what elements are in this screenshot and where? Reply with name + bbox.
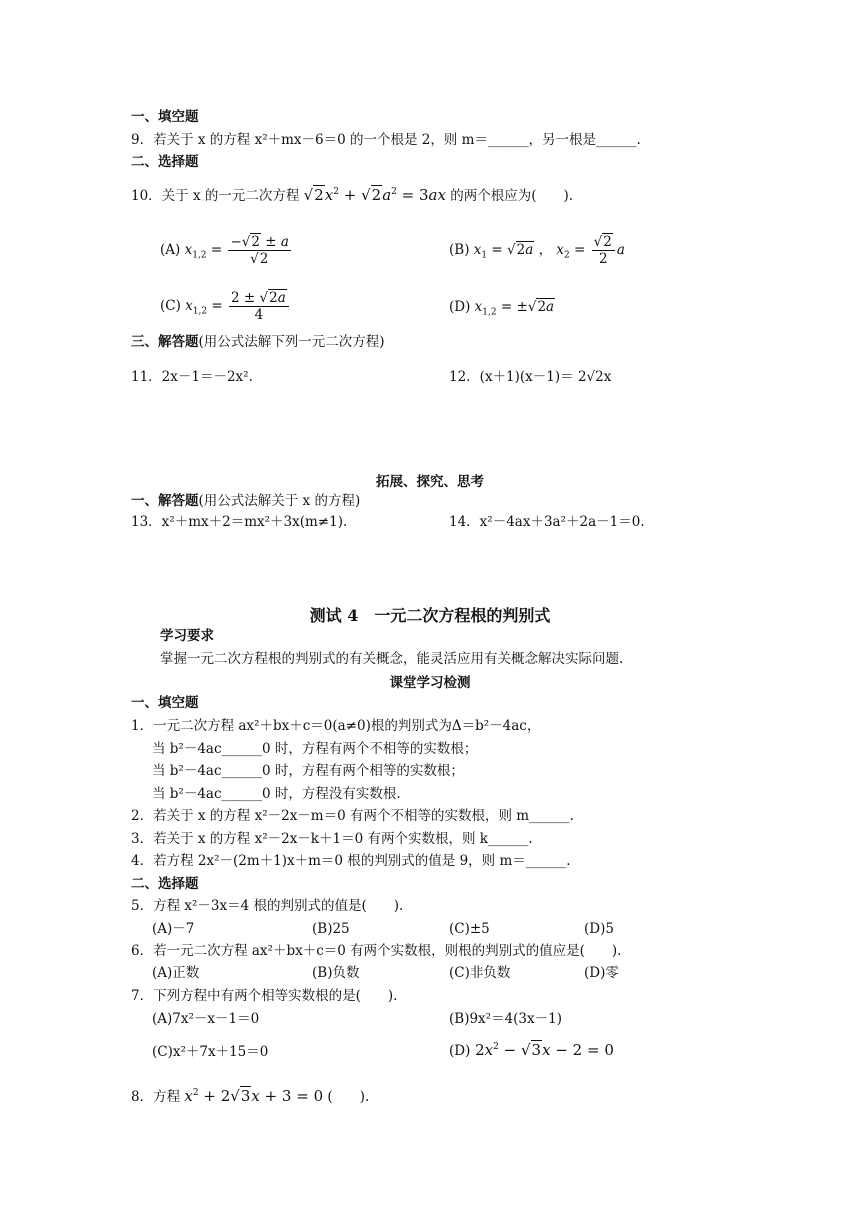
- q5-option-d: (D)5: [584, 921, 614, 937]
- q10-option-a: (A) $x_{1,2}$ = $\frac{-√2 \pm a}{√2}$: [160, 234, 289, 267]
- test4-question-2: 2．若关于 x 的方程 x²－2x－m＝0 有两个不相等的实数根，则 m______.: [131, 808, 574, 824]
- q10-stem: 10．关于 x 的一元二次方程: [131, 188, 300, 204]
- extension-section-title: 一、解答题(用公式法解关于 x 的方程): [131, 493, 361, 509]
- q7-option-a: (A)7x²－x－1＝0: [152, 1011, 260, 1027]
- test4-choice-title: 二、选择题: [131, 876, 199, 892]
- test4-question-7: 7．下列方程中有两个相等实数根的是( ).: [131, 988, 398, 1004]
- q10-tail: 的两个根应为( ).: [450, 188, 574, 204]
- test4-fill-title: 一、填空题: [131, 695, 199, 711]
- test4-q1-case-c: 当 b²－4ac______0 时，方程没有实数根.: [152, 786, 401, 802]
- question-14: 14．x²－4ax＋3a²＋2a－1＝0.: [449, 514, 645, 530]
- q6-option-a: (A)正数: [152, 965, 200, 981]
- section-title-fill: 一、填空题: [131, 109, 199, 125]
- test4-question-8: 8．方程 $x^2 + 2√3x + 3 = 0$ ( ).: [131, 1087, 370, 1105]
- q10-option-b: (B) $x_1 = √2a$ ， $x_2$ = $\frac{√2}{2}$ a: [449, 234, 625, 267]
- test4-q1-case-a: 当 b²－4ac______0 时，方程有两个不相等的实数根；: [152, 741, 478, 757]
- q6-option-b: (B)负数: [312, 965, 360, 981]
- q7-option-d: (D) $2x^2 - √3x - 2 = 0$: [449, 1041, 614, 1059]
- question-13: 13．x²＋mx＋2＝mx²＋3x(m≠1).: [131, 514, 348, 530]
- q10-equation: $√2x^2 + √2a^2 = 3ax$: [303, 186, 446, 204]
- q6-option-d: (D)零: [584, 965, 619, 981]
- test4-question-6: 6．若一元二次方程 ax²＋bx＋c＝0 有两个实数根，则根的判别式的值应是( ).: [131, 943, 622, 959]
- q6-option-c: (C)非负数: [449, 965, 511, 981]
- test4-question-4: 4．若方程 2x²－(2m＋1)x＋m＝0 根的判别式的值是 9，则 m＝______.: [131, 853, 571, 869]
- test4-q1-case-b: 当 b²－4ac______0 时，方程有两个相等的实数根；: [152, 763, 464, 779]
- q7-option-b: (B)9x²＝4(3x－1): [449, 1011, 562, 1027]
- q10-option-c: (C) $x_{1,2}$ = $\frac{2 \pm √2a}{4}$: [160, 290, 291, 323]
- test4-question-5: 5．方程 x²－3x＝4 根的判别式的值是( ).: [131, 898, 404, 914]
- section-title-solve: 三、解答题(用公式法解下列一元二次方程): [131, 334, 385, 350]
- requirements-text: 掌握一元二次方程根的判别式的有关概念，能灵活应用有关概念解决实际问题.: [160, 651, 624, 667]
- q5-option-a: (A)－7: [152, 921, 195, 937]
- q7-option-c: (C)x²＋7x＋15＝0: [152, 1044, 269, 1060]
- question-10: [131, 186, 573, 205]
- question-11: 11．2x－1＝－2x².: [131, 369, 253, 385]
- test4-question-3: 3．若关于 x 的方程 x²－2x－k＋1＝0 有两个实数根，则 k______.: [131, 831, 533, 847]
- class-check-title: 课堂学习检测: [389, 675, 471, 691]
- test4-title: 测试 4 一元二次方程根的判别式: [309, 606, 551, 625]
- section-title-choice: 二、选择题: [131, 154, 199, 170]
- q5-option-c: (C)±5: [449, 921, 490, 937]
- q10-option-d: (D) $x_{1,2} = \pm√2a$: [449, 299, 555, 318]
- extension-heading: 拓展、探究、思考: [376, 474, 484, 490]
- test4-question-1: 1．一元二次方程 ax²＋bx＋c＝0(a≠0)根的判别式为Δ＝b²－4ac，: [131, 718, 541, 734]
- question-9: 9．若关于 x 的方程 x²＋mx－6＝0 的一个根是 2，则 m＝______，另一根是______.: [131, 132, 641, 148]
- question-12: 12．(x＋1)(x－1)＝ 2√2x: [449, 369, 612, 385]
- q5-option-b: (B)25: [312, 921, 350, 937]
- requirements-title: 学习要求: [160, 628, 214, 644]
